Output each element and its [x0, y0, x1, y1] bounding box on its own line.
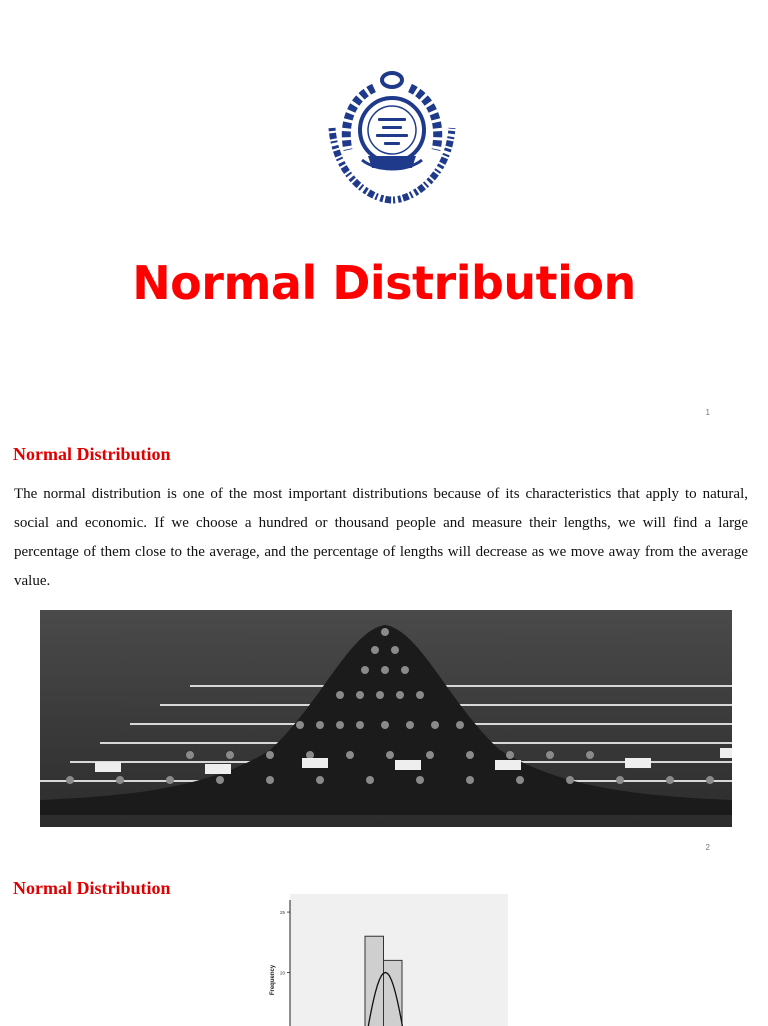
page-number: 2 [706, 843, 710, 852]
content-slide [0, 432, 768, 865]
y-tick-label: 25 [280, 910, 286, 915]
page-number: 1 [706, 408, 710, 417]
histogram-bar [365, 936, 384, 1026]
section-heading: Normal Distribution [13, 444, 171, 465]
histogram-chart [262, 894, 508, 1026]
people-height-histogram-photo [40, 610, 732, 827]
y-axis-label: Frequency [270, 964, 276, 995]
y-tick-label: 20 [280, 970, 286, 975]
histogram-bar [384, 960, 403, 1026]
university-emblem-icon [322, 68, 462, 208]
section-heading: Normal Distribution [13, 878, 171, 899]
slide-title: Normal Distribution [0, 256, 768, 310]
body-paragraph: The normal distribution is one of the most important distributions because of its characteristics that apply to natural, social and economic. If we choose a hundred or thousand people and measure their lengths, we will find a large percentage of them close to the average, and the percentage of lengths will decrease as we move away from the average value. [14, 480, 748, 596]
title-slide [0, 0, 768, 430]
chart-slide [0, 866, 768, 1024]
